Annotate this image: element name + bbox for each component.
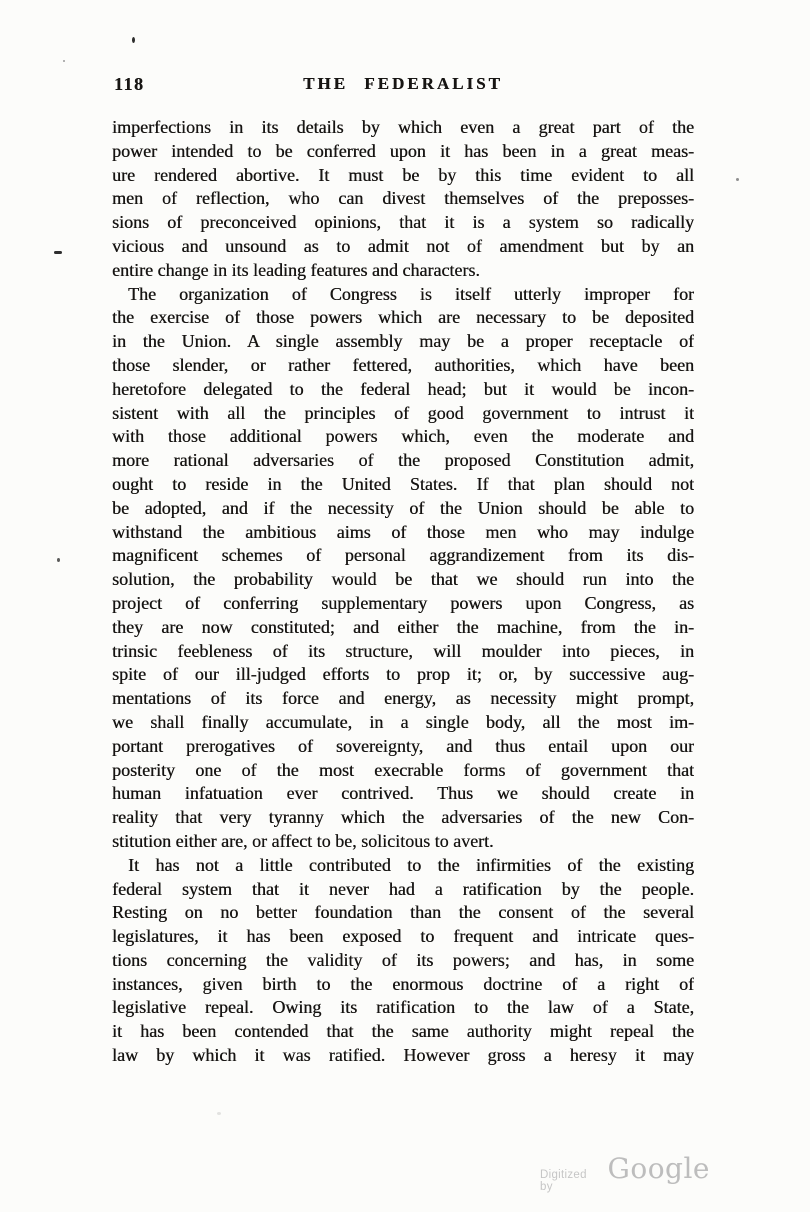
text-line: vicious and unsound as to admit not of amendment but by an xyxy=(112,235,694,256)
text-line: the exercise of those powers which are necessary to be deposited xyxy=(112,307,694,328)
text-line: withstand the ambitious aims of those men who may indulge xyxy=(112,521,694,542)
text-line: we shall finally accumulate, in a single body, all the most im- xyxy=(112,711,694,732)
page-body xyxy=(112,116,694,1068)
text-line: magnificent schemes of personal aggrandizement from its dis- xyxy=(112,545,694,566)
text-line: sions of preconceived opinions, that it is a system so radically xyxy=(112,212,694,233)
digitization-watermark xyxy=(540,1152,710,1193)
text-line: stitution either are, or affect to be, solicitous to avert. xyxy=(112,830,494,851)
scan-artifact xyxy=(736,178,739,181)
paragraph xyxy=(112,854,694,1068)
text-line: portant prerogatives of sovereignty, and thus entail upon our xyxy=(112,735,694,756)
watermark-prefix: Digitized by xyxy=(540,1169,587,1193)
text-line: heretofore delegated to the federal head; but it would be incon- xyxy=(112,378,694,399)
running-title: THE FEDERALIST xyxy=(303,74,503,93)
scan-artifact xyxy=(57,558,60,562)
text-line: It has not a little contributed to the infirmities of the existing xyxy=(128,854,694,875)
text-line: tions concerning the validity of its powers; and has, in some xyxy=(112,949,694,970)
text-line: be adopted, and if the necessity of the Union should be able to xyxy=(112,497,694,518)
text-line: with those additional powers which, even the moderate and xyxy=(112,426,694,447)
text-line: men of reflection, who can divest themselves of the preposses- xyxy=(112,188,694,209)
text-line: power intended to be conferred upon it has been in a great meas- xyxy=(112,140,694,161)
text-line: solution, the probability would be that we should run into the xyxy=(112,569,694,590)
text-line: sistent with all the principles of good government to intrust it xyxy=(112,402,694,423)
text-line: in the Union. A single assembly may be a proper receptacle of xyxy=(112,331,694,352)
scan-artifact xyxy=(132,37,135,43)
paragraph xyxy=(112,283,694,854)
text-line: Resting on no better foundation than the consent of the several xyxy=(112,902,694,923)
text-line: more rational adversaries of the proposed Constitution admit, xyxy=(112,450,694,471)
scan-artifact xyxy=(54,251,62,254)
scan-artifact xyxy=(217,1112,221,1115)
text-line: instances, given birth to the enormous doctrine of a right of xyxy=(112,973,694,994)
text-line: federal system that it never had a ratification by the people. xyxy=(112,878,694,899)
text-line: they are now constituted; and either the machine, from the in- xyxy=(112,616,694,637)
text-line: entire change in its leading features and characters. xyxy=(112,259,480,280)
text-line: ought to reside in the United States. If that plan should not xyxy=(112,473,694,494)
text-line: trinsic feebleness of its structure, will moulder into pieces, in xyxy=(112,640,694,661)
text-line: The organization of Congress is itself utterly improper for xyxy=(128,283,694,304)
running-header xyxy=(112,74,694,98)
text-line: mentations of its force and energy, as necessity might prompt, xyxy=(112,688,694,709)
google-logo: Google xyxy=(607,1152,710,1185)
text-line: those slender, or rather fettered, authorities, which have been xyxy=(112,354,694,375)
text-line: reality that very tyranny which the adversaries of the new Con- xyxy=(112,807,694,828)
paragraph xyxy=(112,116,694,283)
text-line: it has been contended that the same authority might repeal the xyxy=(112,1021,694,1042)
text-line: legislatures, it has been exposed to frequent and intricate ques- xyxy=(112,926,694,947)
text-line: legislative repeal. Owing its ratification to the law of a State, xyxy=(112,997,694,1018)
text-line: human infatuation ever contrived. Thus we should create in xyxy=(112,783,694,804)
text-line: posterity one of the most execrable forms of government that xyxy=(112,759,694,780)
scan-artifact xyxy=(63,60,65,62)
text-line: imperfections in its details by which even a great part of the xyxy=(112,117,694,137)
page-number: 118 xyxy=(114,74,145,94)
text-line: project of conferring supplementary powers upon Congress, as xyxy=(112,592,694,613)
text-line: ure rendered abortive. It must be by this time evident to all xyxy=(112,164,694,185)
text-line: law by which it was ratified. However gross a heresy it may xyxy=(112,1045,694,1066)
text-line: spite of our ill-judged efforts to prop it; or, by successive aug- xyxy=(112,664,694,685)
